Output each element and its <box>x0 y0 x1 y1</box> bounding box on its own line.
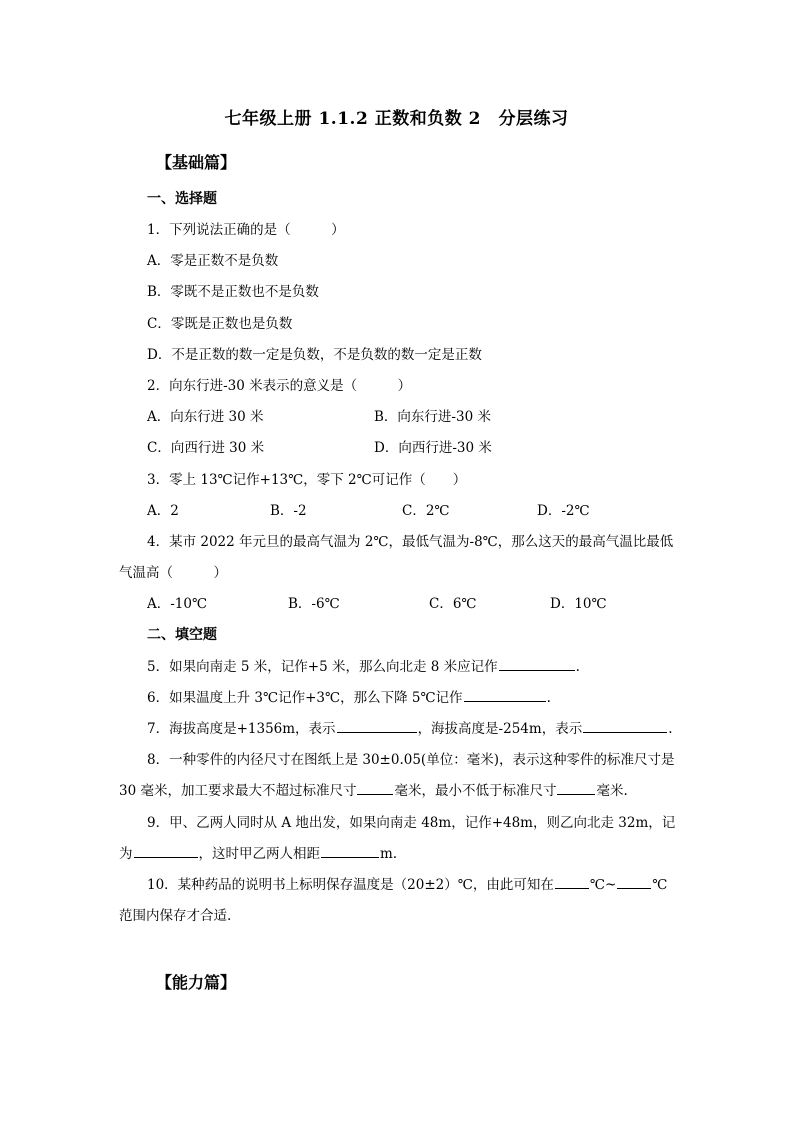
q6-end: . <box>546 690 551 706</box>
q3-option-b: B．-2 <box>270 503 307 519</box>
ability-section-header: 【能力篇】 <box>156 973 237 992</box>
q4-option-c: C．6℃ <box>429 596 477 612</box>
q9-end: m. <box>380 846 398 862</box>
q7-answer-blank-2[interactable] <box>583 718 667 733</box>
q2-option-c: C．向西行进 30 米 <box>147 440 265 456</box>
q6-text: 6．如果温度上升 3℃记作+3℃，那么下降 5℃记作 <box>147 690 463 706</box>
q10-line1 <box>147 873 667 893</box>
fill-header: 二、填空题 <box>147 627 217 643</box>
q10-answer-blank-2[interactable] <box>617 874 651 889</box>
q1-option-b: B．零既不是正数也不是负数 <box>147 284 319 300</box>
q3-option-d: D．-2℃ <box>537 503 590 519</box>
q3-stem: 3．零上 13℃记作+13℃，零下 2℃可记作（ ） <box>147 472 467 488</box>
q4-option-a: A．-10℃ <box>147 596 208 612</box>
q1-option-c: C．零既是正数也是负数 <box>147 316 293 332</box>
q8-text-a: 30 毫米，加工要求最大不超过标准尺寸 <box>119 783 357 799</box>
page-title: 七年级上册 1.1.2 正数和负数 2 分层练习 <box>224 109 569 129</box>
q2-stem: 2．向东行进-30 米表示的意义是（ ） <box>147 378 412 394</box>
q8-answer-blank-2[interactable] <box>557 780 595 795</box>
q1-stem: 1．下列说法正确的是（ ） <box>147 222 345 238</box>
q8-text-b: 毫米，最小不低于标准尺寸 <box>394 783 557 799</box>
q5 <box>147 655 580 675</box>
q10-answer-blank-1[interactable] <box>555 874 589 889</box>
q9-line2 <box>119 842 397 862</box>
q9-text-b: ，这时甲乙两人相距 <box>198 846 320 862</box>
q4-option-d: D．10℃ <box>550 596 607 612</box>
q4-option-b: B．-6℃ <box>288 596 340 612</box>
q9-line1: 9．甲、乙两人同时从 A 地出发，如果向南走 48m，记作+48m，则乙向北走 32m，记 <box>147 815 676 831</box>
q3-option-a: A．2 <box>147 503 179 519</box>
q1-option-a: A．零是正数不是负数 <box>147 253 279 269</box>
basic-section-header: 【基础篇】 <box>156 153 237 172</box>
q10-text-b: ℃~ <box>589 877 617 893</box>
q9-answer-blank-2[interactable] <box>321 843 379 858</box>
q10-text-c: ℃ <box>652 877 668 893</box>
q7 <box>147 717 673 737</box>
q2-option-d: D．向西行进-30 米 <box>374 440 492 456</box>
q9-text-a: 为 <box>119 846 133 862</box>
q7-answer-blank-1[interactable] <box>337 718 417 733</box>
q2-option-a: A．向东行进 30 米 <box>147 409 264 425</box>
q7-text-b: ，海拔高度是-254m，表示 <box>417 721 583 737</box>
q6 <box>147 686 551 706</box>
q1-option-d: D．不是正数的数一定是负数，不是负数的数一定是正数 <box>147 347 482 363</box>
q3-option-c: C．2℃ <box>402 503 450 519</box>
q10-text-a: 10．某种药品的说明书上标明保存温度是（20±2）℃，由此可知在 <box>147 877 554 893</box>
q8-end: 毫米. <box>596 783 628 799</box>
q8-line1: 8．一种零件的内径尺寸在图纸上是 30±0.05(单位：毫米)，表示这种零件的标准尺寸是 <box>147 752 675 768</box>
q5-text: 5．如果向南走 5 米，记作+5 米，那么向北走 8 米应记作 <box>147 659 498 675</box>
q8-answer-blank-1[interactable] <box>357 780 393 795</box>
q4-stem-line1: 4．某市 2022 年元旦的最高气温为 2℃，最低气温为-8℃，那么这天的最高气温比最低 <box>147 534 674 550</box>
q7-end: . <box>668 721 673 737</box>
q2-option-b: B．向东行进-30 米 <box>374 409 491 425</box>
q5-end: . <box>575 659 580 675</box>
q8-line2 <box>119 779 628 799</box>
q9-answer-blank-1[interactable] <box>134 843 198 858</box>
q4-stem-line2: 气温高（ ） <box>119 565 227 581</box>
q10-line2: 范围内保存才合适. <box>119 908 232 924</box>
choice-header: 一、选择题 <box>147 191 217 207</box>
q7-text-a: 7．海拔高度是+1356m，表示 <box>147 721 336 737</box>
q6-answer-blank[interactable] <box>464 687 546 702</box>
q5-answer-blank[interactable] <box>499 656 575 671</box>
